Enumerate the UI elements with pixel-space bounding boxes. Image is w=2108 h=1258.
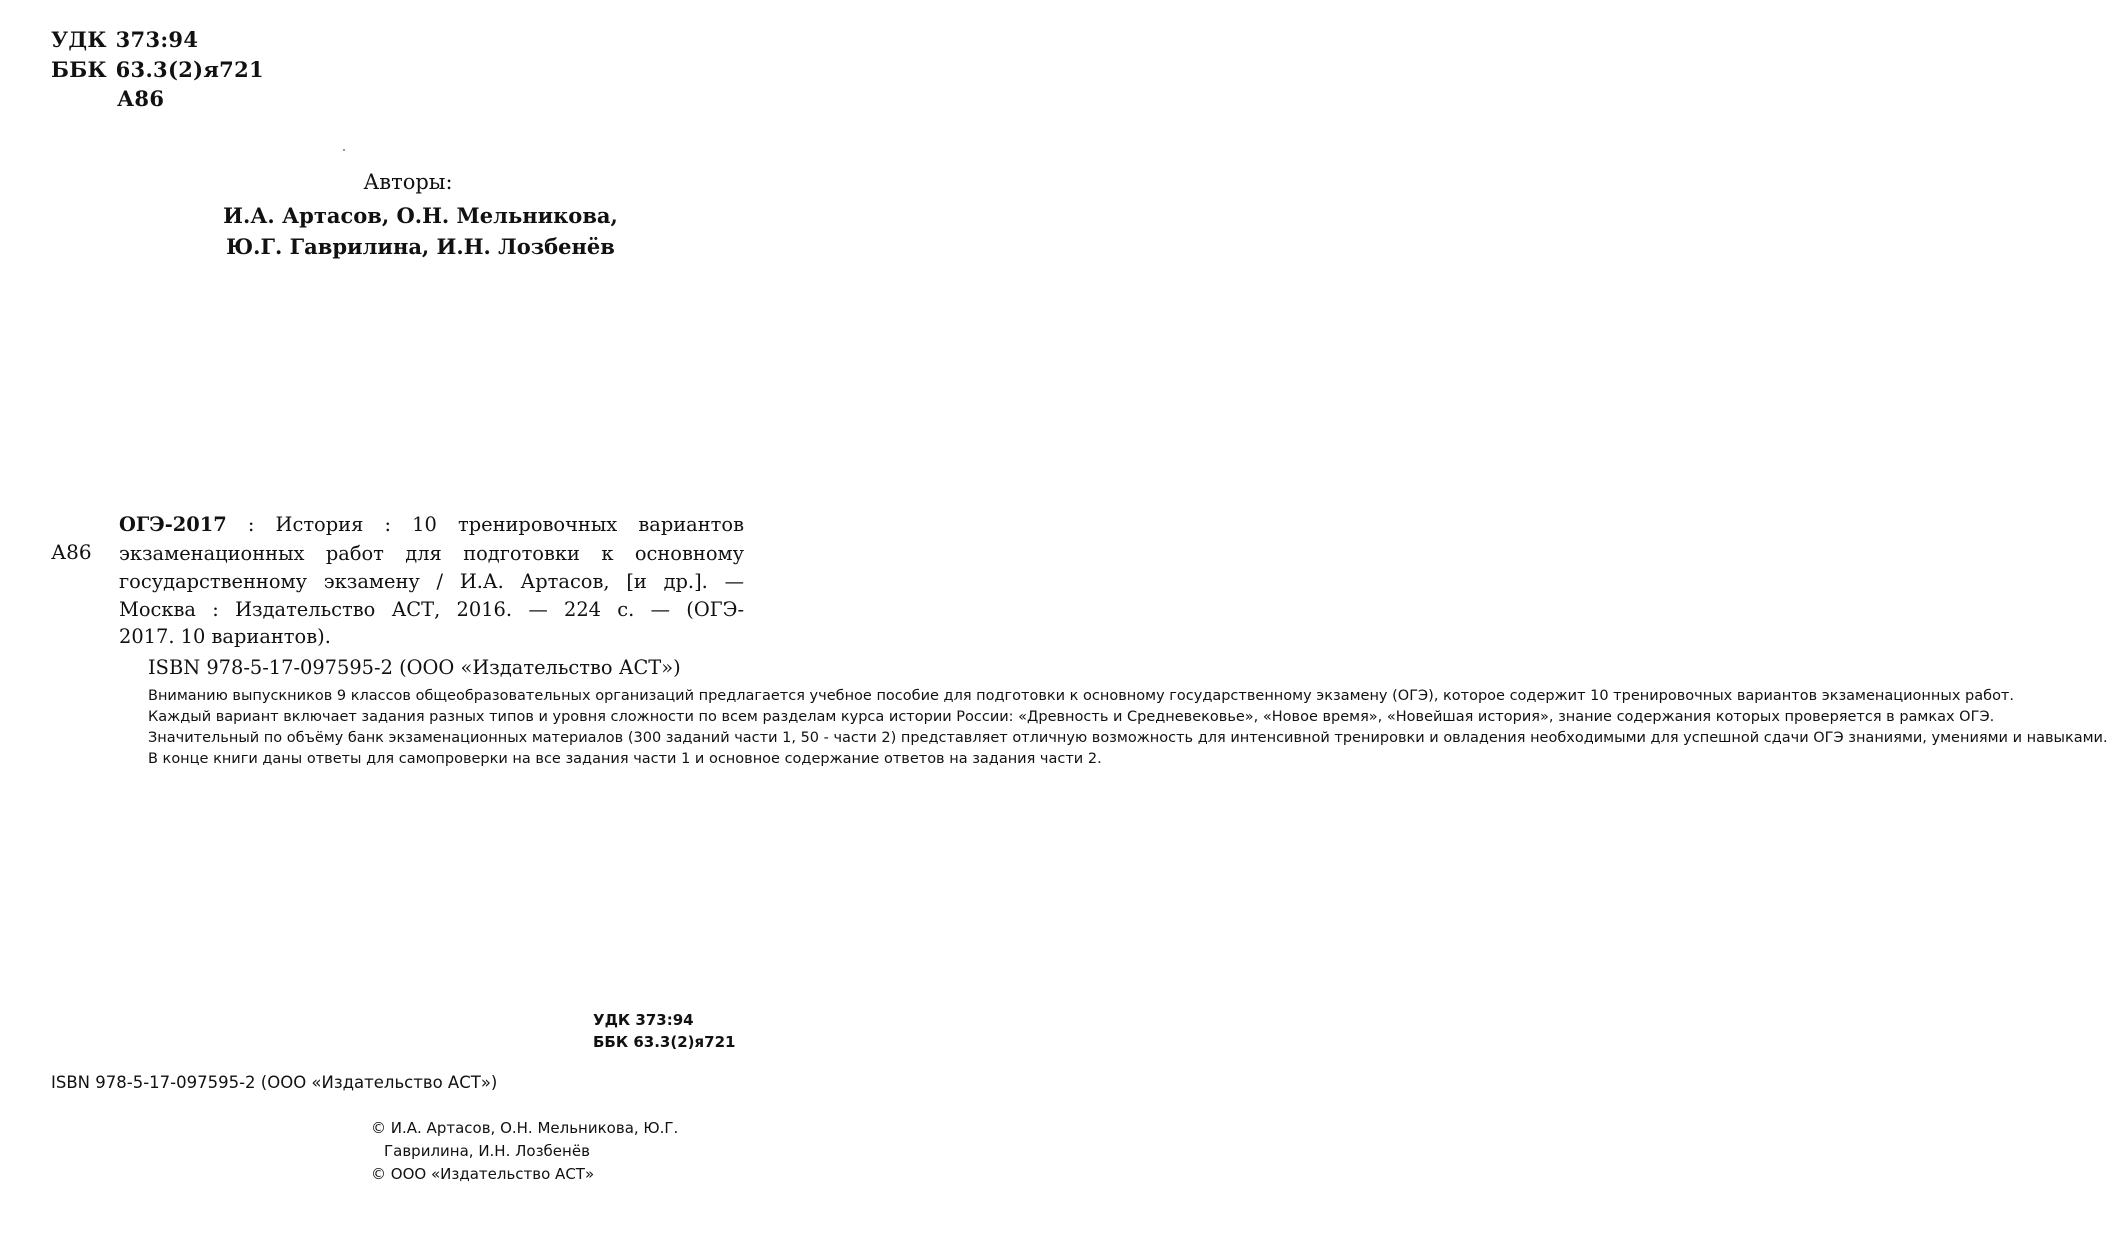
card-line-2: экзаменационных работ для подготовки к основному bbox=[119, 542, 744, 565]
author-mark-card: А86 bbox=[51, 540, 92, 564]
card-isbn: ISBN 978-5-17-097595-2 (ООО «Издательство АСТ») bbox=[148, 656, 681, 679]
annotation-paragraph: Вниманию выпускников 9 классов общеобразовательных организаций предлагается учебное пособие для подготовки к основному государственному экзамену (ОГЭ), которое содержит 10 тренировочных вариантов экзаменационных работ. bbox=[148, 688, 2014, 704]
annotation-paragraph: Каждый вариант включает задания разных типов и уровня сложности по всем разделам курса истории России: «Древность и Средневековье», «Новое время», «Новейшая история», знание содержания которых проверяется в рамках ОГЭ. bbox=[148, 709, 1995, 725]
authors-line-1: И.А. Артасов, О.Н. Мельникова, bbox=[223, 203, 618, 228]
authors-label: Авторы: bbox=[363, 170, 453, 194]
annotation-paragraph: В конце книги даны ответы для самопроверки на все задания части 1 и основное содержание ответов на задания части 2. bbox=[148, 751, 1102, 767]
annotation bbox=[120, 686, 2108, 770]
bbk-label: ББК bbox=[51, 57, 107, 82]
udk-value: 373:94 bbox=[115, 27, 199, 52]
udk-line bbox=[51, 28, 198, 52]
card-title-bold: ОГЭ-2017 bbox=[119, 513, 227, 536]
bbk-value: 63.3(2)я721 bbox=[115, 57, 264, 82]
card-line-4: Москва : Издательство АСТ, 2016. — 224 с. — (ОГЭ- bbox=[119, 598, 744, 621]
udk-bottom: УДК 373:94 bbox=[593, 1011, 694, 1029]
authors-line-2: Ю.Г. Гаврилина, И.Н. Лозбенёв bbox=[226, 234, 615, 259]
annotation-paragraph: Значительный по объёму банк экзаменационных материалов (300 заданий части 1, 50 - части 2) представляет отличную возможность для интенсивной тренировки и овладения необходимыми для успешной сдачи ОГЭ знаниями, умениями и навыками. bbox=[148, 730, 2108, 746]
copyright-line-2-text: Гаврилина, И.Н. Лозбенёв bbox=[384, 1142, 590, 1160]
author-mark-top: А86 bbox=[117, 86, 165, 111]
card-title-line bbox=[119, 511, 744, 538]
copyright-line-1: © И.А. Артасов, О.Н. Мельникова, Ю.Г. bbox=[371, 1119, 679, 1137]
copyright-line-3: © ООО «Издательство АСТ» bbox=[371, 1165, 595, 1183]
bbk-bottom: ББК 63.3(2)я721 bbox=[593, 1033, 736, 1051]
udk-label: УДК bbox=[51, 27, 107, 52]
copyright-line-2 bbox=[371, 1140, 590, 1163]
card-line-5: 2017. 10 вариантов). bbox=[119, 625, 331, 648]
card-line-3: государственному экзамену / И.А. Артасов, [и др.]. — bbox=[119, 570, 744, 593]
card-title-rest: : История : 10 тренировочных вариантов bbox=[226, 513, 744, 536]
isbn-bottom: ISBN 978-5-17-097595-2 (ООО «Издательство АСТ») bbox=[51, 1073, 498, 1092]
print-speck bbox=[343, 149, 345, 151]
bbk-line bbox=[51, 58, 264, 82]
